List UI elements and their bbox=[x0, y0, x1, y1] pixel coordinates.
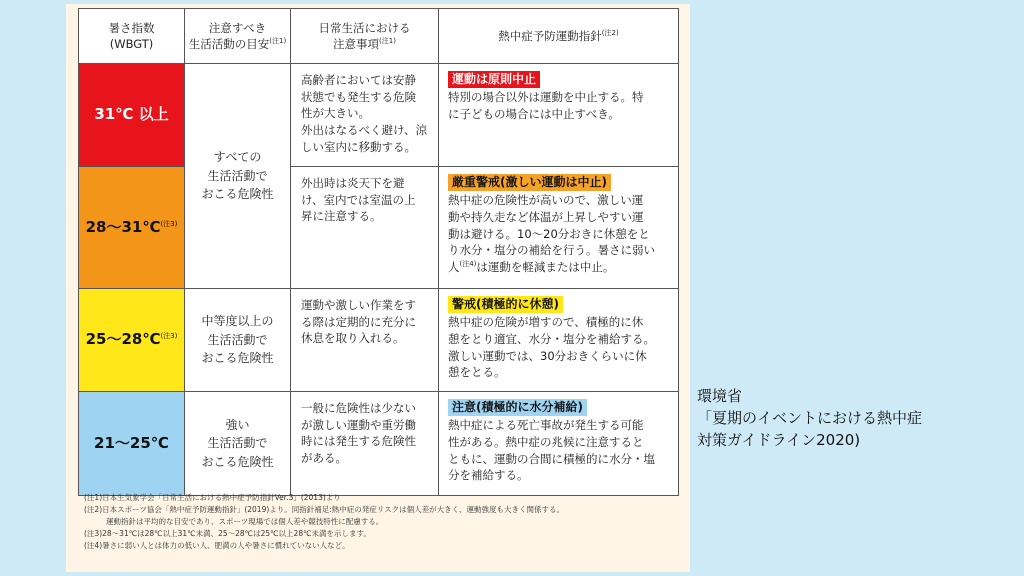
wbgt-level-caution: 21～25℃ bbox=[79, 392, 185, 496]
footnote: (注3)28～31℃は28℃以上31℃未満、25～28℃は25℃以上28℃未満を示します。 bbox=[84, 529, 371, 538]
table-row bbox=[79, 64, 679, 167]
activity-strong: 強い 生活活動で おこる危険性 bbox=[185, 392, 291, 496]
source-caption: 環境省 「夏期のイベントにおける熱中症 対策ガイドライン2020) bbox=[697, 387, 923, 449]
header-daily-caution: 日常生活における 注意事項$^{(注1)}$ bbox=[291, 9, 439, 64]
daily-caution-cell: 高齢者においては安静 状態でも発生する危険 性が大きい。 外出はなるべく避け、涼 しい室内に移動する。 bbox=[291, 64, 439, 167]
exercise-guide-cell: 警戒(積極的に休憩) 熱中症の危険が増すので、積極的に休 憩をとり適宜、水分・塩分を補給する。 激しい運動では、30分おきくらいに休 憩をとる。 bbox=[439, 289, 679, 392]
wbgt-guideline-table bbox=[78, 8, 679, 496]
table-row bbox=[79, 167, 679, 289]
footnote: 運動指針は平均的な目安であり、スポーツ現場では個人差や競技特性に配慮する。 bbox=[106, 517, 384, 526]
level-badge-stop: 運動は原則中止 bbox=[448, 71, 540, 88]
header-wbgt: 暑さ指数 (WBGT) bbox=[79, 9, 185, 64]
exercise-guide-cell: 厳重警戒(激しい運動は中止) 熱中症の危険性が高いので、激しい運 動や持久走など体温が上昇しやすい運 動は避ける。10～20分おきに休憩をと り水分・塩分の補給を行う。暑さに弱い 人$^{(注4)}$は運動を軽減または中止。 bbox=[439, 167, 679, 289]
footnotes bbox=[84, 492, 684, 552]
heat-index-document bbox=[66, 4, 690, 572]
activity-all: すべての 生活活動で おこる危険性 bbox=[185, 64, 291, 289]
exercise-guide-cell: 注意(積極的に水分補給) 熱中症による死亡事故が発生する可能 性がある。熱中症の兆候に注意すると ともに、運動の合間に積極的に水分・塩 分を補給する。 bbox=[439, 392, 679, 496]
exercise-guide-cell: 運動は原則中止 特別の場合以外は運動を中止する。特 に子どもの場合には中止すべき。 bbox=[439, 64, 679, 167]
footnote: (注1)日本生気象学会「日常生活における熱中症予防指針Ver.3」(2013)より bbox=[84, 493, 341, 502]
header-exercise-guide: 熱中症予防運動指針$^{(注2)}$ bbox=[439, 9, 679, 64]
footnote: (注2)日本スポーツ協会「熱中症予防運動指針」(2019)より。同指針補足:熱中症の発症リスクは個人差が大きく、運動強度も大きく関係する。 bbox=[84, 505, 564, 514]
daily-caution-cell: 一般に危険性は少ない が激しい運動や重労働 時には発生する危険性 がある。 bbox=[291, 392, 439, 496]
wbgt-level-warning: 25～28℃$^{(注3)}$ bbox=[79, 289, 185, 392]
header-activity: 注意すべき 生活活動の目安$^{(注1)}$ bbox=[185, 9, 291, 64]
table-row bbox=[79, 392, 679, 496]
table-row bbox=[79, 289, 679, 392]
level-badge-caution: 注意(積極的に水分補給) bbox=[448, 399, 587, 416]
wbgt-level-danger: 31℃ 以上 bbox=[79, 64, 185, 167]
daily-caution-cell: 運動や激しい作業をす る際は定期的に充分に 休息を取り入れる。 bbox=[291, 289, 439, 392]
daily-caution-cell: 外出時は炎天下を避 け、室内では室温の上 昇に注意する。 bbox=[291, 167, 439, 289]
footnote: (注4)暑さに弱い人とは体力の低い人、肥満の人や暑さに慣れていない人など。 bbox=[84, 541, 350, 550]
level-badge-severe: 厳重警戒(激しい運動は中止) bbox=[448, 174, 611, 191]
activity-moderate: 中等度以上の 生活活動で おこる危険性 bbox=[185, 289, 291, 392]
level-badge-warning: 警戒(積極的に休憩) bbox=[448, 296, 563, 313]
table-header-row bbox=[79, 9, 679, 64]
wbgt-level-severe: 28～31℃$^{(注3)}$ bbox=[79, 167, 185, 289]
